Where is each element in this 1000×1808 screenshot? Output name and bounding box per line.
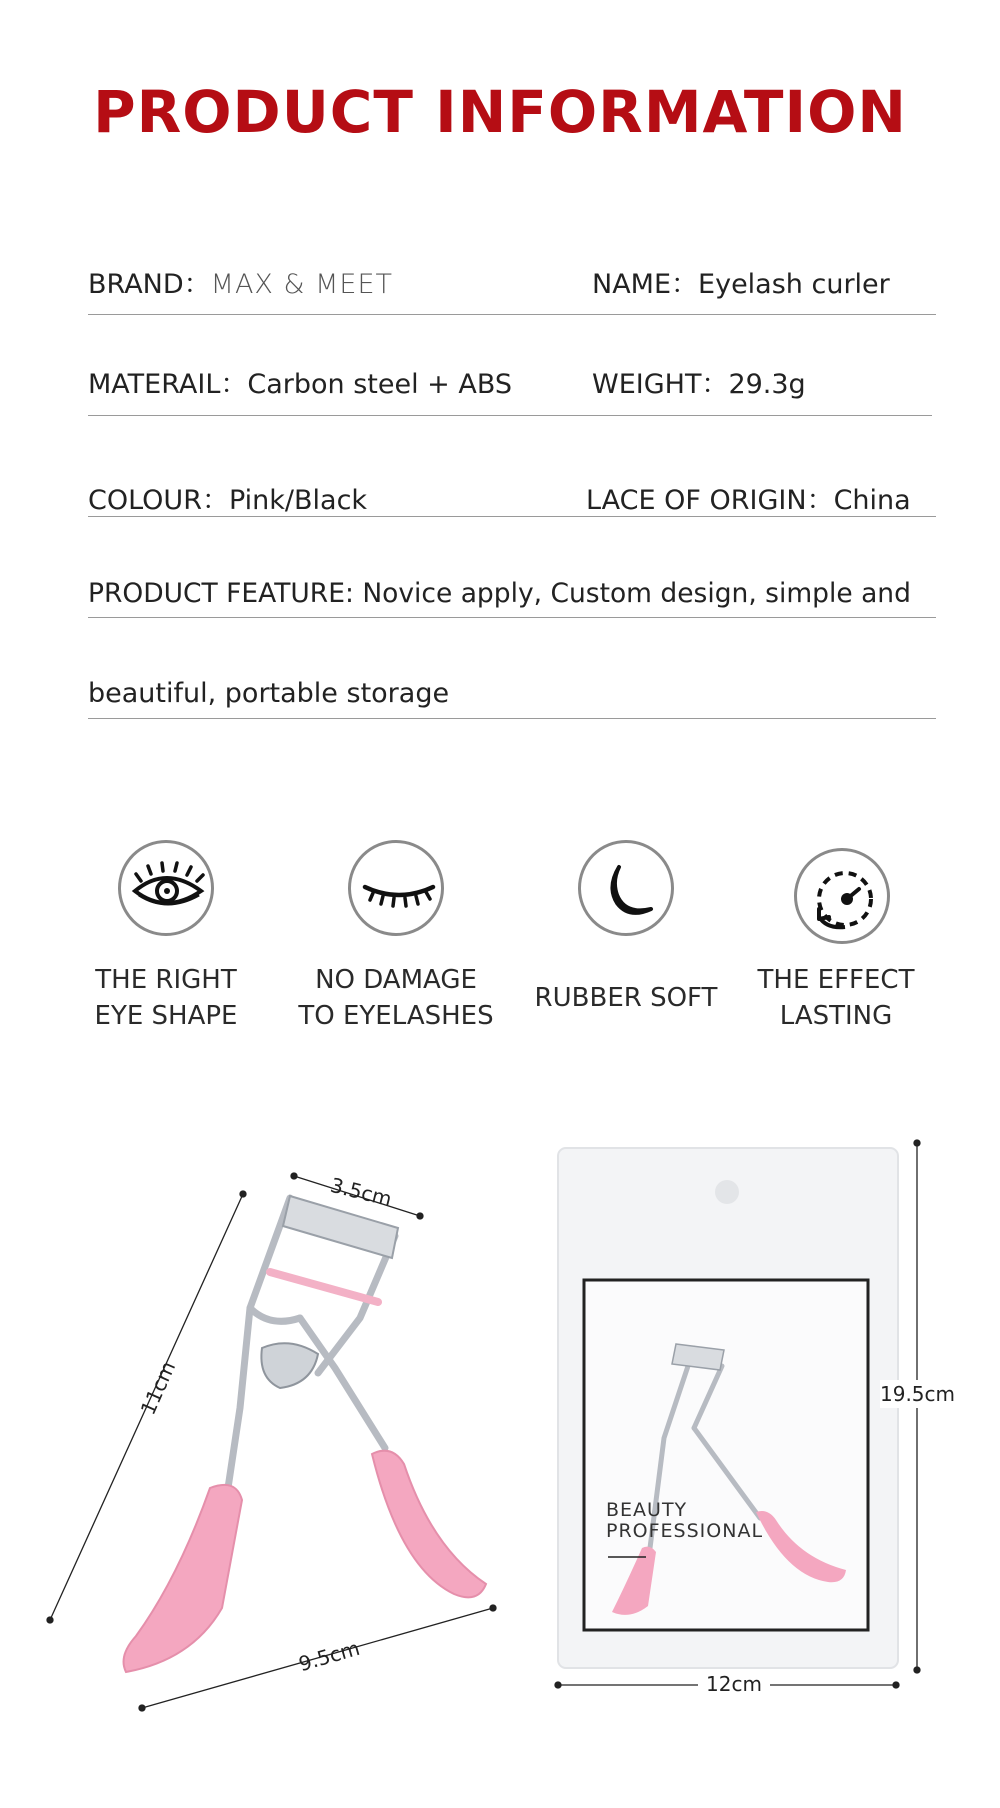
crescent-icon [578,840,674,936]
page-title: PRODUCT INFORMATION [93,78,907,146]
origin-spec [586,478,911,517]
feature-caption [66,962,266,1034]
dimension-label: 3.5cm [328,1172,395,1212]
package-text [606,1500,763,1542]
origin-label: LACE OF ORIGIN： [586,485,834,516]
material-label: MATERAIL： [88,369,248,400]
feature-caption-line: LASTING [779,1001,893,1031]
origin-value: China [833,485,911,516]
material-spec [88,362,512,401]
material-value: Carbon steel + ABS [247,369,513,400]
dimension-label: 19.5cm [880,1382,956,1406]
feature-caption-line: THE EFFECT [757,965,915,995]
feature-caption [736,962,936,1034]
divider [88,617,936,618]
name-value: Eyelash curler [698,269,890,300]
brand-value: MAX & MEET [210,269,394,300]
feature-caption [286,962,506,1034]
name-label: NAME： [592,269,699,300]
feature-caption-line: RUBBER SOFT [534,983,718,1013]
weight-label: WEIGHT： [592,369,729,400]
eye-closed-icon [348,840,444,936]
brand-label: BRAND： [88,269,211,300]
colour-value: Pink/Black [228,485,368,516]
feature-caption [516,980,736,1016]
feature-caption-line: EYE SHAPE [94,1001,238,1031]
weight-value: 29.3g [728,369,806,400]
feature-spec-line1: PRODUCT FEATURE: Novice apply, Custom design, simple and [88,578,911,609]
divider [88,415,932,416]
colour-label: COLOUR： [88,485,229,516]
package-text-line: PROFESSIONAL [606,1520,764,1542]
feature-caption-line: NO DAMAGE [315,965,477,995]
feature-spec-line2: beautiful, portable storage [88,678,450,709]
eye-open-icon [118,840,214,936]
eyelash-curler-image [0,1108,1000,1808]
divider [88,314,936,315]
divider [88,516,936,517]
dimension-label: 9.5cm [295,1635,363,1677]
divider [88,718,936,719]
colour-spec [88,478,367,517]
dimension-label: 12cm [698,1672,770,1696]
name-spec [592,262,890,301]
feature-caption-line: TO EYELASHES [298,1001,494,1031]
brand-spec [88,262,393,301]
dimension-label: 11cm [135,1357,181,1419]
weight-spec [592,362,806,401]
gauge-refresh-icon [794,848,890,944]
feature-caption-line: THE RIGHT [95,965,237,995]
package-text-line: BEAUTY [606,1499,688,1521]
